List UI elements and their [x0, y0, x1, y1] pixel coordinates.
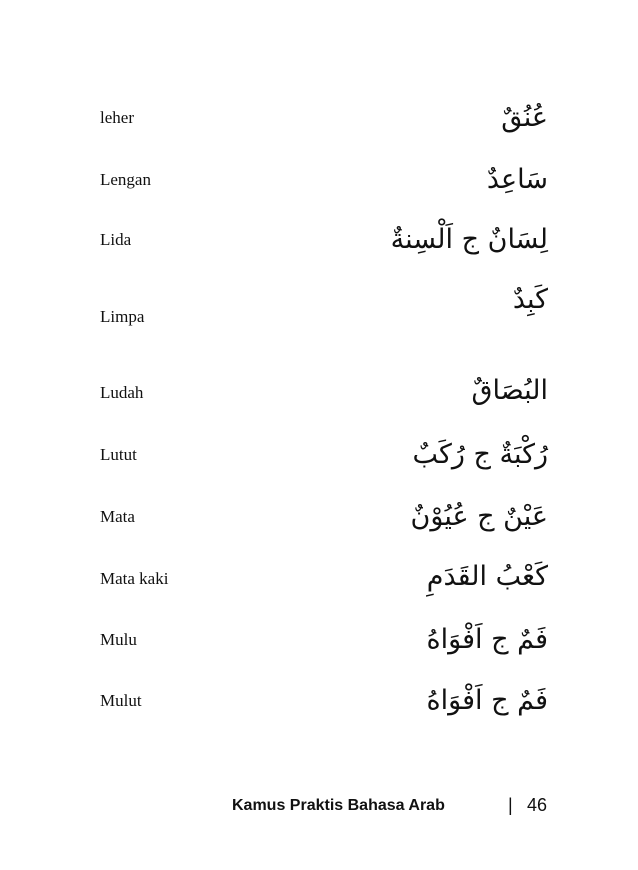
entry-row: [0, 561, 638, 623]
footer-separator: |: [508, 795, 513, 815]
arabic-word: كَبِدٌ: [512, 284, 548, 315]
entry-row: [0, 499, 638, 561]
latin-word: Limpa: [100, 307, 145, 326]
latin-word: Mulut: [100, 691, 142, 710]
entry-row: [0, 437, 638, 499]
arabic-word: فَمٌ ج اَفْوَاهُ: [426, 624, 548, 655]
entry-row: [0, 683, 638, 745]
latin-word: Ludah: [100, 383, 144, 402]
arabic-word: سَاعِدٌ: [486, 164, 548, 195]
entry-row: [0, 622, 638, 684]
arabic-word: رُكْبَةٌ ج رُكَبٌ: [412, 439, 548, 470]
latin-word: Mata kaki: [100, 569, 169, 588]
entry-row: [0, 100, 638, 162]
arabic-word: عَيْنٌ ج عُيُوْنٌ: [410, 501, 548, 532]
arabic-word: عُنُقٌ: [501, 102, 548, 133]
latin-word: Mata: [100, 507, 135, 526]
latin-word: Lutut: [100, 445, 137, 464]
entry-row: [0, 375, 638, 437]
book-title: Kamus Praktis Bahasa Arab: [232, 797, 445, 814]
entry-row: [0, 282, 638, 344]
arabic-word: فَمٌ ج اَفْوَاهُ: [426, 685, 548, 716]
page-footer: [232, 793, 562, 823]
latin-word: Lida: [100, 230, 132, 249]
arabic-word: كَعْبُ القَدَمِ: [426, 561, 548, 592]
latin-word: leher: [100, 108, 134, 127]
latin-word: Mulu: [100, 630, 137, 649]
arabic-word: لِسَانٌ ج اَلْسِنةٌ: [390, 224, 548, 255]
arabic-word: البُصَاقٌ: [471, 375, 548, 406]
latin-word: Lengan: [100, 170, 151, 189]
entry-row: [0, 222, 638, 284]
page-number: 46: [527, 795, 548, 815]
entry-row: [0, 162, 638, 224]
